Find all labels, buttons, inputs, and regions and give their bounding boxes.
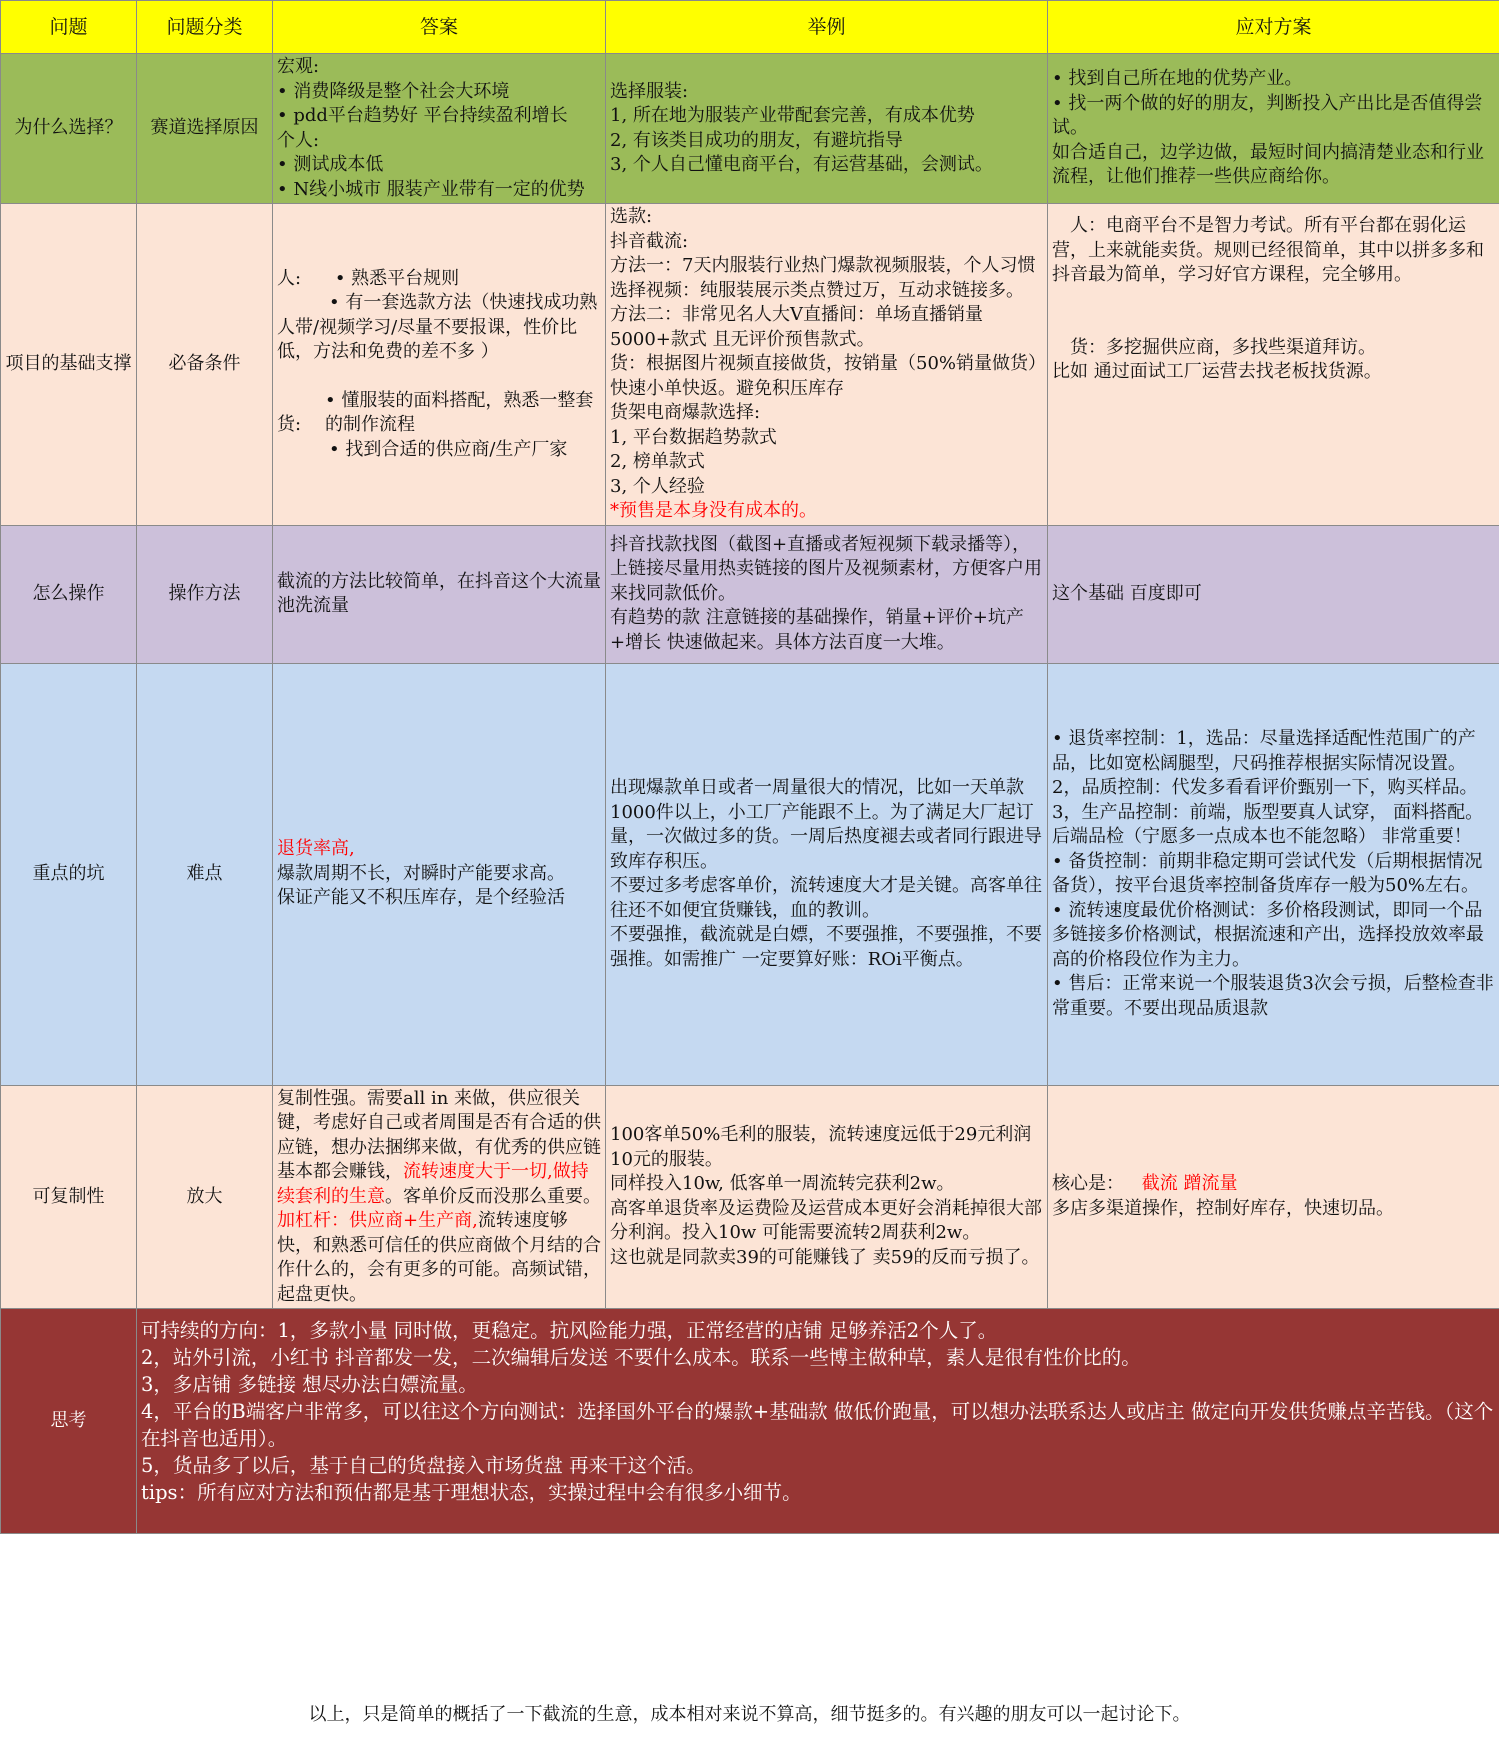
cell-example <box>606 525 1048 663</box>
cell-question: 可复制性 <box>1 1085 137 1309</box>
example-line: 高客单退货率及运费险及运营成本更好会消耗掉很大部分利润。投入10w 可能需要流转2周获利2w。 <box>610 1197 1042 1244</box>
answer-line: • N线小城市 服装产业带有一定的优势 <box>277 178 585 200</box>
cell-example <box>606 1085 1048 1309</box>
row-replicability <box>1 1085 1499 1309</box>
cell-answer: 截流的方法比较简单，在抖音这个大流量池洗流量 <box>273 525 606 663</box>
cell-category: 放大 <box>137 1085 273 1309</box>
answer-text: 流转速度够快，和熟悉可信任的供应商做个月结的合作什么的，会有更多的可能。高频试错，起盘更快。 <box>277 1210 601 1305</box>
answer-goods-label: 货: <box>277 414 302 435</box>
example-line: 3, 个人自己懂电商平台，有运营基础，会测试。 <box>610 154 993 175</box>
answer-highlight: 退货率高, <box>277 838 355 860</box>
example-line: 同样投入10w, 低客单一周流转完获利2w。 <box>610 1173 955 1195</box>
row-basic-support <box>1 204 1499 526</box>
plan-line: 货：多挖掘供应商，多找些渠道拜访。 <box>1070 336 1376 358</box>
cell-category: 操作方法 <box>137 525 273 663</box>
footer-note: 以上，只是简单的概括了一下截流的生意，成本相对来说不算高，细节挺多的。有兴趣的朋友可以一起讨论下。 <box>308 1704 1191 1725</box>
plan-line: 3，生产品控制：前端，版型要真人试穿， 面料搭配。后端品检（宁愿多一点成本也不能忽略） 非常重要！ <box>1052 801 1484 847</box>
thought-line: 5，货品多了以后，基于自己的货盘接入市场货盘 再来干这个活。 <box>141 1454 706 1477</box>
plan-line: • 找到自己所在地的优势产业。 <box>1052 68 1303 90</box>
answer-people <box>277 267 601 292</box>
cell-question: 怎么操作 <box>1 525 137 663</box>
cell-answer <box>273 204 606 526</box>
header-category: 问题分类 <box>137 1 273 54</box>
cell-answer <box>273 54 606 204</box>
example-line: 选择服装: <box>610 80 689 102</box>
example-line: 抖音找款找图（截图+直播或者短视频下载录播等），上链接尽量用热卖链接的图片及视频素材，方便客户用来找同款低价。 <box>610 533 1042 604</box>
plan-line: • 找一两个做的好的朋友，判断投入产出比是否值得尝试。 <box>1052 92 1483 139</box>
example-line: 2, 有该类目成功的朋友，有避坑指导 <box>610 129 903 151</box>
row-how-to-operate <box>1 525 1499 663</box>
answer-line: • 消费降级是整个社会大环境 <box>277 80 510 102</box>
cell-example <box>606 204 1048 526</box>
answer-line: • 找到合适的供应商/生产厂家 <box>329 438 568 460</box>
cell-category: 必备条件 <box>137 204 273 526</box>
cell-question: 重点的坑 <box>1 663 137 1085</box>
header-example: 举例 <box>606 1 1048 54</box>
plan-line: 2，品质控制：代发多看看评价甄别一下，购买样品。 <box>1052 777 1478 798</box>
cell-question: 思考 <box>1 1309 137 1534</box>
example-line: 不要强推，截流就是白嫖，不要强推，不要强推，不要强推。如需推广 一定要算好账：ROi平衡点。 <box>610 924 1042 970</box>
plan-line: 如合适自己，边学边做，最短时间内搞清楚业态和行业流程，让他们推荐一些供应商给你。 <box>1052 141 1484 188</box>
header-plan: 应对方案 <box>1048 1 1499 54</box>
answer-text: 复制性强。需要all in 来做，供应很关键，考虑好自己或者周围是否有合适的供应链，想办法捆绑来做，有优秀的供应链基本都会赚钱， <box>277 1087 601 1182</box>
answer-line: 爆款周期不长，对瞬时产能要求高。 <box>277 862 565 884</box>
cell-question: 项目的基础支撑 <box>1 204 137 526</box>
answer-text: 。客单价反而没那么重要。 <box>385 1185 601 1207</box>
example-line: 3, 个人经验 <box>610 475 705 497</box>
plan-line: • 退货率控制：1，选品：尽量选择适配性范围广的产品，比如宽松阔腿型，尺码推荐根据实际情况设置。 <box>1052 728 1476 774</box>
plan-line: • 备货控制：前期非稳定期可尝试代发（后期根据情况备货），按平台退货率控制备货库存一般为50%左右。 <box>1052 850 1483 896</box>
thought-line: 可持续的方向：1，多款小量 同时做，更稳定。抗风险能力强，正常经营的店铺 足够养活2个人了。 <box>141 1319 998 1342</box>
example-line: 不要过多考虑客单价，流转速度大才是关键。高客单往往还不如便宜货赚钱，血的教训。 <box>610 875 1042 921</box>
example-line: 方法一：7天内服装行业热门爆款视频服装，个人习惯选择视频：纯服装展示类点赞过万，互动求链接多。 <box>610 255 1036 301</box>
header-question: 问题 <box>1 1 137 54</box>
answer-goods <box>277 389 601 438</box>
example-line: 1, 平台数据趋势款式 <box>610 426 777 448</box>
row-pitfalls <box>1 663 1499 1085</box>
cell-plan <box>1048 54 1499 204</box>
plan-core-label: 核心是： <box>1052 1173 1124 1195</box>
example-line: 100客单50%毛利的服装，流转速度远低于29元利润10元的服装。 <box>610 1124 1032 1170</box>
example-line: 2, 榜单款式 <box>610 451 705 472</box>
header-answer: 答案 <box>273 1 606 54</box>
answer-line: 个人: <box>277 129 320 151</box>
answer-highlight: 加杠杆：供应商+生产商, <box>277 1210 478 1231</box>
example-line: 有趋势的款 注意链接的基础操作，销量+评价+坑产+增长 快速做起来。具体方法百度一大堆。 <box>610 607 1024 653</box>
thought-line: tips：所有应对方法和预估都是基于理想状态，实操过程中会有很多小细节。 <box>141 1481 802 1504</box>
thought-line: 4，平台的B端客户非常多，可以往这个方向测试：选择国外平台的爆款+基础款 做低价跑量，可以想办法联系达人或店主 做定向开发供货赚点辛苦钱。（这个在抖音也适用）。 <box>141 1400 1494 1450</box>
example-line: 货：根据图片视频直接做货，按销量（50%销量做货）快速小单快返。避免积压库存 <box>610 353 1038 399</box>
example-note: *预售是本身没有成本的。 <box>610 500 817 521</box>
answer-line: 保证产能又不积压库存，是个经验活 <box>277 887 565 909</box>
answer-line: • 熟悉平台规则 <box>334 267 460 289</box>
cell-answer <box>273 663 606 1085</box>
answer-people-label: 人: <box>277 267 302 289</box>
header-row <box>1 1 1499 54</box>
plan-line: 人：电商平台不是智力考试。所有平台都在弱化运营，上来就能卖货。规则已经很简单，其中以拼多多和抖音最为简单，学习好官方课程，完全够用。 <box>1052 215 1484 285</box>
cell-plan: 这个基础 百度即可 <box>1048 525 1499 663</box>
answer-line: • 测试成本低 <box>277 154 384 175</box>
cell-plan <box>1048 204 1499 526</box>
thought-line: 2，站外引流，小红书 抖音都发一发，二次编辑后发送 不要什么成本。联系一些博主做种草，素人是很有性价比的。 <box>141 1346 1141 1369</box>
cell-thoughts <box>137 1309 1499 1534</box>
plan-line: 多店多渠道操作，控制好库存，快速切品。 <box>1052 1197 1394 1219</box>
cell-category: 难点 <box>137 663 273 1085</box>
plan-line: • 售后：正常来说一个服装退货3次会亏损，后整检查非常重要。不要出现品质退款 <box>1052 973 1494 1019</box>
example-line: 出现爆款单日或者一周量很大的情况，比如一天单款1000件以上，小工厂产能跟不上。为了满足大厂起订量，一次做过多的货。一周后热度褪去或者同行跟进导致库存积压。 <box>610 777 1042 872</box>
plan-line: 比如 通过面试工厂运营去找老板找货源。 <box>1052 361 1382 382</box>
example-line: 抖音截流: <box>610 230 689 252</box>
cell-example <box>606 54 1048 204</box>
cell-question: 为什么选择？ <box>1 54 137 204</box>
row-thinking <box>1 1309 1499 1534</box>
plan-highlight: 截流 蹭流量 <box>1141 1173 1238 1195</box>
cell-category: 赛道选择原因 <box>137 54 273 204</box>
plan-core <box>1052 1172 1495 1197</box>
thought-line: 3，多店铺 多链接 想尽办法白嫖流量。 <box>141 1373 478 1396</box>
example-line: 这也就是同款卖39的可能赚钱了 卖59的反而亏损了。 <box>610 1246 1040 1268</box>
cell-plan <box>1048 663 1499 1085</box>
example-line: 选款: <box>610 206 653 227</box>
example-line: 货架电商爆款选择: <box>610 402 761 423</box>
cell-answer <box>273 1085 606 1309</box>
answer-line: 宏观: <box>277 56 320 77</box>
row-why-choose <box>1 54 1499 204</box>
example-line: 方法二：非常见名人大V直播间：单场直播销量5000+款式 且无评价预售款式。 <box>610 304 983 350</box>
answer-line: • pdd平台趋势好 平台持续盈利增长 <box>277 105 568 126</box>
plan-line: • 流转速度最优价格测试：多价格段测试，即同一个品 多链接多价格测试，根据流速和产出，选择投放效率最高的价格段位作为主力。 <box>1052 899 1484 970</box>
cell-example <box>606 663 1048 1085</box>
answer-line: • 有一套选款方法（快速找成功熟人带/视频学习/尽量不要报课，性价比低，方法和免费的差不多 ） <box>277 292 598 362</box>
example-line: 1, 所在地为服装产业带配套完善，有成本优势 <box>610 105 975 126</box>
cell-plan <box>1048 1085 1499 1309</box>
answer-line: • 懂服装的面料搭配，熟悉一整套的制作流程 <box>325 389 594 435</box>
answer-highlight: 流转速度大于一切,做持续套利的生意 <box>277 1161 589 1207</box>
